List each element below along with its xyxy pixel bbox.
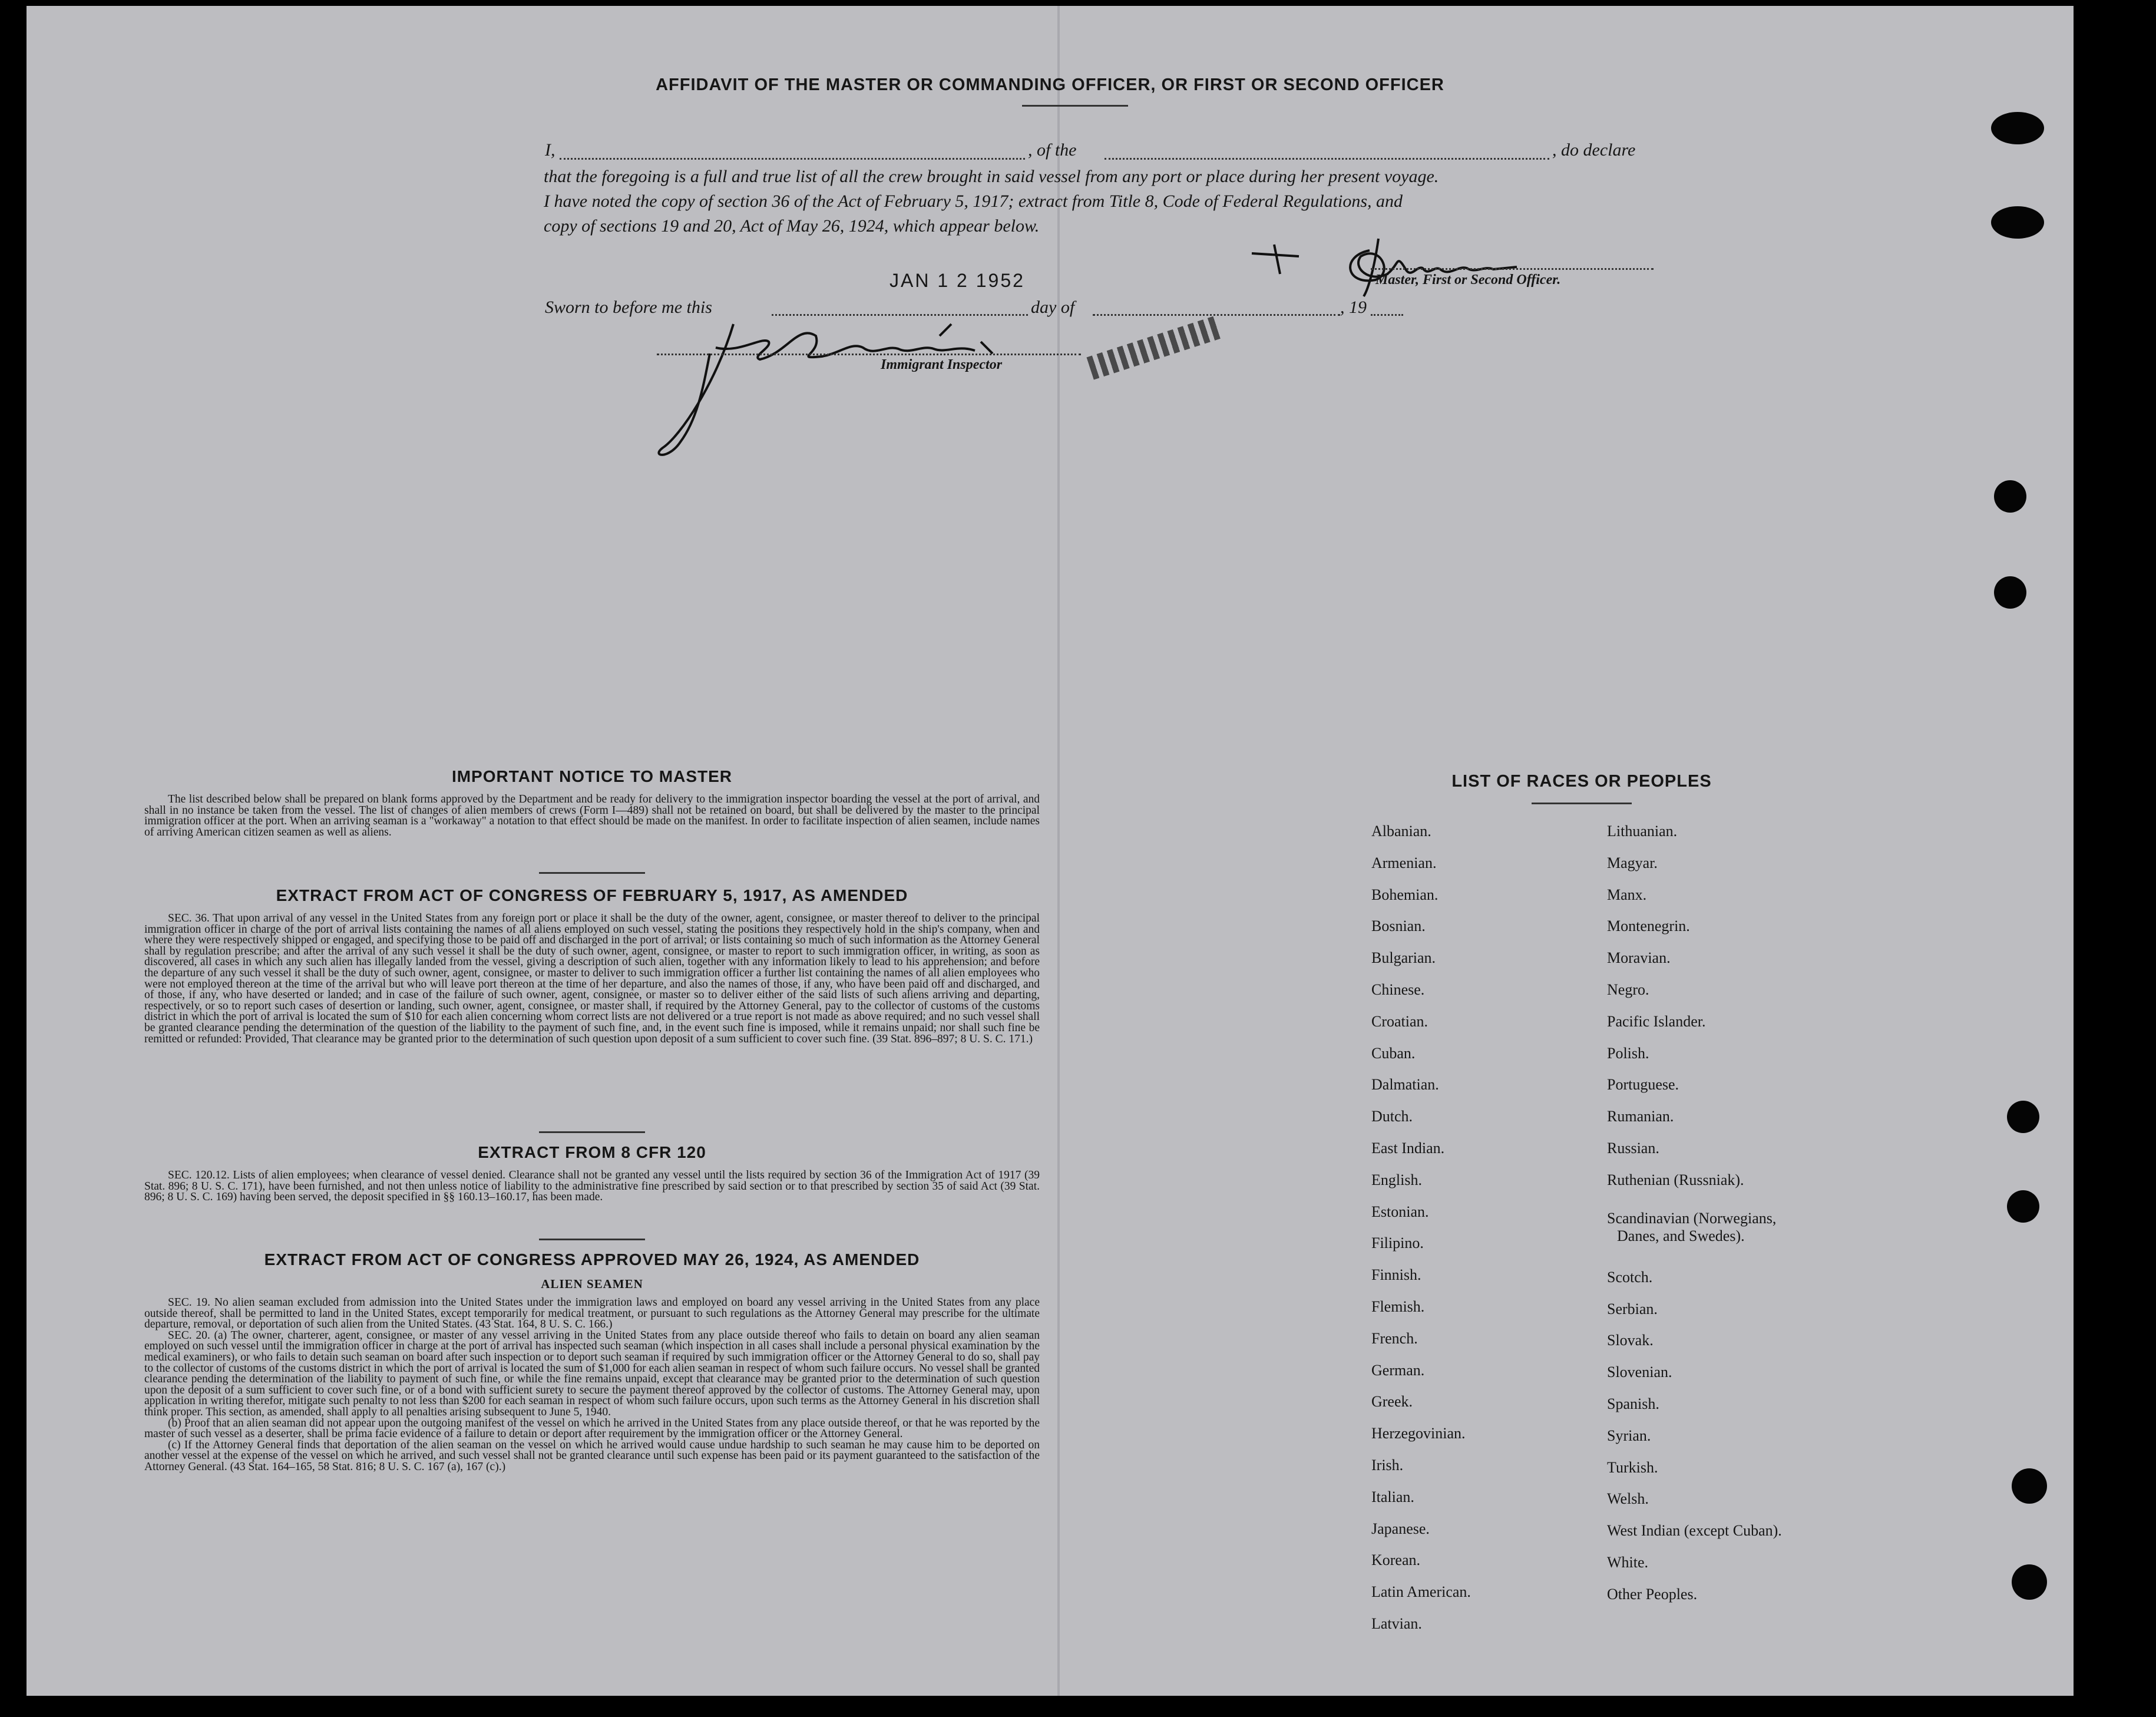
sec-20b-text: (b) Proof that an alien seaman did not appear upon the outgoing manifest of the vessel on which he arrived in the United States from any place outside thereof, or that he was reported by the master of such vessel as a deserter, shall be prima facie evidence of a failure to detain or deport after requirement by the immigration officer or the Attorney General.: [144, 1416, 1040, 1441]
affidavit-title: AFFIDAVIT OF THE MASTER OR COMMANDING OFFICER, OR FIRST OR SECOND OFFICER: [656, 75, 1444, 94]
sec-120-12-text: SEC. 120.12. Lists of alien employees; when clearance of vessel denied. Clearance shall not be granted any vessel until the lists required by section 36 of the Immigration Act of 1917 (39 Stat. 896; 8 U. S. C. 171), have been furnished, and not then unless notice of liability to the administrative fine prescribed by said section or to that prescribed by section 35 of said Act (39 Stat. 896; 8 U. S. C. 169) having been served, the deposit specified in §§ 160.13–160.17, has been made.: [144, 1169, 1040, 1204]
master-label: Master, First or Second Officer.: [1375, 272, 1561, 288]
race-item: Slovenian.: [1607, 1363, 1672, 1381]
notice-title: IMPORTANT NOTICE TO MASTER: [451, 767, 733, 785]
date-stamp: JAN 1 2 1952: [889, 270, 1025, 291]
races-title: LIST OF RACES OR PEOPLES: [1451, 772, 1712, 791]
document-page: [27, 6, 2074, 1696]
race-item: Scandinavian (Norwegians,: [1607, 1209, 1777, 1227]
punch-hole: [2012, 1468, 2047, 1504]
divider-3: [539, 1239, 645, 1240]
race-item: Serbian.: [1607, 1300, 1658, 1318]
race-item: Negro.: [1607, 981, 1649, 998]
race-item: Bosnian.: [1371, 917, 1426, 935]
extract-1917-title: EXTRACT FROM ACT OF CONGRESS OF FEBRUARY 5, 1917, AS AMENDED: [276, 886, 908, 904]
race-item: Magyar.: [1607, 854, 1658, 871]
race-item: Greek.: [1371, 1393, 1413, 1411]
race-item: Chinese.: [1371, 981, 1425, 998]
affidavit-line1-start: I,: [545, 140, 555, 160]
sec-36-text: SEC. 36. That upon arrival of any vessel in the United States from any foreign port or place it shall be the duty of the owner, agent, consignee, or master thereof to deliver to the principal immigration officer in charge of the port of arrival lists containing the names of all aliens employed on such vessel, stating the positions they respectively hold in the ship's company, when and where they were respectively shipped or engaged, and specifying those to be paid off and discharged in the port of arrival; or lists containing so much of such information as the Attorney General shall by regulation prescribe; and after the arrival of any such vessel it shall be the duty of such owner, agent, consignee, or master to report to such immigration officer, in writing, as soon as discovered, all cases in which any such alien has illegally landed from the vessel, giving a description of such alien, together with any information likely to lead to his apprehension; and before the departure of any such vessel it shall be the duty of such owner, agent, consignee, or master to deliver to such immigration officer a further list containing the names of all alien employees who were not employed thereon at the time of the arrival but who will leave port thereon at the time of her departure, and also the names of those, if any, who have been paid off and discharged, and of those, if any, who have deserted or landed; and in case of the failure of such owner, agent, consignee, or master so to deliver either of the said lists of such aliens arriving and departing, respectively, or so to report such cases of desertion or landing, such owner, agent, consignee, or master shall, if required by the Attorney General, pay to the collector of customs of the customs district in which the port of arrival is located the sum of $10 for each alien concerning whom correct lists are not delivered or a true report is not made as above required; and no such vessel shall be granted clearance pending the determination of the question of the liability to the payment of such fine, and, in the event such fine is imposed, while it remains unpaid; nor shall such fine be remitted or refunded: Provided, That clearance may be granted prior to the determination of such question upon deposit of a sum sufficient to cover such fine. (39 Stat. 896–897; 8 U. S. C. 171.): [144, 912, 1040, 1045]
race-item: West Indian (except Cuban).: [1607, 1522, 1782, 1540]
punch-hole: [1991, 112, 2044, 144]
race-item: Portuguese.: [1607, 1076, 1679, 1094]
race-item: Armenian.: [1371, 854, 1437, 871]
race-item: Finnish.: [1371, 1266, 1421, 1284]
race-item: Pacific Islander.: [1607, 1012, 1706, 1030]
divider-2: [539, 1131, 645, 1133]
sec-19-text: SEC. 19. No alien seaman excluded from admission into the United States under the immigration laws and employed on board any vessel arriving in the United States from any place outside thereof, shall be permitted to land in the United States, except temporarily for medical treatment, or pursuant to such regulations as the Attorney General may prescribe for the ultimate departure, removal, or deportation of such alien from the United States. (43 Stat. 164, 8 U. S. C. 166.): [144, 1296, 1040, 1331]
race-item: English.: [1371, 1171, 1422, 1188]
inspector-label: Immigrant Inspector: [881, 357, 1003, 372]
affidavit-line4: copy of sections 19 and 20, Act of May 26, 1924, which appear below.: [544, 216, 1040, 236]
race-item: Turkish.: [1607, 1458, 1658, 1476]
race-item: Ruthenian (Russniak).: [1607, 1171, 1744, 1188]
race-item: Bohemian.: [1371, 886, 1439, 903]
punch-hole: [2012, 1564, 2047, 1600]
race-item: German.: [1371, 1361, 1425, 1379]
race-item: White.: [1607, 1554, 1649, 1571]
affidavit-line3: I have noted the copy of section 36 of the Act of February 5, 1917; extract from Title 8, Code of Federal Regulations, and: [544, 191, 1403, 211]
affidavit-line2: that the foregoing is a full and true list of all the crew brought in said vessel from any port or place during her present voyage.: [544, 167, 1439, 186]
race-item: Polish.: [1607, 1044, 1649, 1062]
race-item: Irish.: [1371, 1457, 1404, 1474]
extract-1924-title: EXTRACT FROM ACT OF CONGRESS APPROVED MAY 26, 1924, AS AMENDED: [264, 1250, 920, 1269]
race-item: Flemish.: [1371, 1298, 1425, 1315]
race-item: Rumanian.: [1607, 1108, 1674, 1125]
sworn-prefix: Sworn to before me this: [545, 298, 712, 317]
master-name-field[interactable]: [560, 158, 1025, 160]
page-fold: [1057, 6, 1060, 1696]
divider-1: [539, 872, 645, 874]
punch-hole: [2007, 1190, 2039, 1223]
cfr-title: EXTRACT FROM 8 CFR 120: [478, 1143, 706, 1161]
race-item: Russian.: [1607, 1140, 1659, 1157]
race-item: Korean.: [1371, 1551, 1421, 1569]
race-item: Estonian.: [1371, 1203, 1429, 1220]
sec-20a-text: SEC. 20. (a) The owner, charterer, agent, consignee, or master of any vessel arriving in the United States from any place outside thereof who fails to detain on board any alien seaman employed on such vessel until the immigration officer in charge at the port of arrival has inspected such seaman (which inspection in all cases shall include a personal physical examination by the medical examiners), or who fails to detain such seaman on board after such inspection or to deport such seaman if required by such immigration officer or the Attorney General to do so, shall pay to the collector of customs of the customs district in which the port of arrival is located the sum of $1,000 for each alien seaman in respect of whom such failure occurs. No vessel shall be granted clearance pending the determination of the liability to payment of such fine, or while the fine remains unpaid, except that clearance may be granted prior to the determination of such question upon the deposit of a sum sufficient to cover such fine, or of a bond with sufficient surety to secure the payment thereof approved by the collector of customs. The Attorney General may, upon application in writing therefor, mitigate such penalty to not less than $200 for each seaman in respect of whom such failure occurs, upon such terms as the Attorney General in his discretion shall think proper. This section, as amended, shall apply to all penalties arising subsequent to June 5, 1940.: [144, 1329, 1040, 1418]
race-item: Danes, and Swedes).: [1617, 1227, 1745, 1244]
race-item: Other Peoples.: [1607, 1585, 1698, 1603]
race-item: Moravian.: [1607, 949, 1671, 967]
race-item: Scotch.: [1607, 1268, 1653, 1286]
race-item: Dutch.: [1371, 1108, 1413, 1125]
race-item: Cuban.: [1371, 1044, 1416, 1062]
race-item: Herzegovinian.: [1371, 1425, 1466, 1442]
race-item: Slovak.: [1607, 1332, 1654, 1349]
punch-hole: [1991, 206, 2044, 239]
race-item: Manx.: [1607, 886, 1647, 903]
race-item: Lithuanian.: [1607, 823, 1678, 840]
race-item: Welsh.: [1607, 1490, 1649, 1508]
race-item: Bulgarian.: [1371, 949, 1436, 967]
race-item: French.: [1371, 1329, 1418, 1347]
race-item: Montenegrin.: [1607, 917, 1690, 935]
race-item: Syrian.: [1607, 1427, 1651, 1444]
race-item: Dalmatian.: [1371, 1076, 1439, 1094]
punch-hole: [1994, 480, 2026, 513]
race-item: Italian.: [1371, 1488, 1414, 1505]
title-rule: [1022, 105, 1128, 107]
race-item: Latvian.: [1371, 1615, 1422, 1632]
extract-1924-body: [144, 1297, 1040, 1473]
races-rule: [1532, 803, 1632, 804]
sworn-month-field[interactable]: [1093, 314, 1340, 316]
year-prefix: , 19: [1340, 298, 1367, 317]
race-item: Croatian.: [1371, 1012, 1428, 1030]
inspector-signature: [645, 312, 1116, 460]
affidavit-line1-mid: , of the: [1028, 140, 1077, 160]
master-signature-line: [1371, 268, 1654, 270]
notice-text: The list described below shall be prepared on blank forms approved by the Department and be ready for delivery to the immigration inspector boarding the vessel at the port of arrival, and shall in no instance be taken from the vessel. The list of changes of alien members of crews (Form I—489) shall not be retained on board, but shall be delivered by the master to the principal immigration officer at the port. When an arriving seaman is a "workaway" a notation to that effect should be made on the manifest. In order to facilitate inspection of alien seamen, include names of arriving American citizen seamen as well as aliens.: [144, 793, 1040, 838]
race-item: Filipino.: [1371, 1234, 1424, 1252]
punch-hole: [2007, 1101, 2039, 1133]
race-item: Latin American.: [1371, 1583, 1471, 1601]
affidavit-line1-end: , do declare: [1552, 140, 1636, 160]
sworn-year-field[interactable]: [1371, 314, 1403, 316]
notice-body: [144, 794, 1040, 838]
cfr-body: [144, 1170, 1040, 1203]
sec-20c-text: (c) If the Attorney General finds that deportation of the alien seaman on the vessel on which he arrived would cause undue hardship to such seaman he may cause him to be deported on another vessel at the expense of the vessel on which he arrived, and such vessel shall not be granted clearance until such expense has been paid or its payment guaranteed to the satisfaction of the Attorney General. (43 Stat. 164–165, 58 Stat. 816; 8 U. S. C. 167 (a), 167 (c).): [144, 1438, 1040, 1473]
race-item: Japanese.: [1371, 1520, 1430, 1537]
race-item: Spanish.: [1607, 1395, 1659, 1412]
inspector-signature-line: [657, 354, 1081, 355]
race-item: Albanian.: [1371, 823, 1431, 840]
alien-seamen-subtitle: ALIEN SEAMEN: [541, 1277, 643, 1291]
vessel-name-field[interactable]: [1105, 158, 1549, 160]
punch-hole: [1994, 576, 2026, 609]
day-of-label: day of: [1031, 298, 1075, 317]
extract-1917-body: [144, 913, 1040, 1045]
race-item: East Indian.: [1371, 1140, 1445, 1157]
